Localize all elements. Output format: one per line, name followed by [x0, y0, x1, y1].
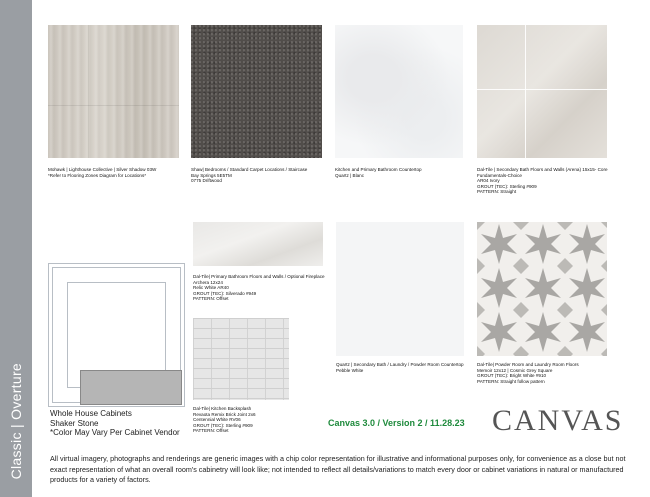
- cabinet-caption: [50, 409, 180, 438]
- countertop-swatch: [335, 25, 463, 158]
- secondary-bath-floor-swatch: [477, 25, 607, 158]
- sidebar-title: Classic | Overture: [8, 362, 24, 479]
- flooring-caption: Mohawk | Lighthouse Collective | Silver Shadow 03W *Refer to Flooring Zones Diagram for Locations*: [48, 167, 157, 178]
- disclaimer: All virtual imagery, photographs and renderings are generic images with a chip color representation for illustrative and informational purposes only, for convenience as a close but not exact representation of what an overall room's cabinetry will look like; not intended to reflect all details/variations to match every door or cabinet variations in natural or manufactured products for a variety of factors.: [50, 454, 626, 484]
- version-label: Canvas 3.0 / Version 2 / 11.28.23: [328, 418, 465, 428]
- powder-floor-caption: Dal-Tile| Powder Room and Laundry Room Floors Memoir 12x12 | Cosmic Grey Square GROUT (TEC): Bright White #910 PATTERN: Straight follow pattern: [477, 362, 579, 384]
- flooring-swatch: [48, 25, 179, 158]
- secondary-bath-floor-caption: Dal-Tile | Secondary Bath Floors and Walls (Arena) 15x15- Core Fundamentals-Choice AR04 Ivory GROUT (TEC): Sterling #909 PATTERN: Straight: [477, 167, 608, 195]
- cabinet-line-1: Whole House Cabinets: [50, 409, 132, 418]
- sidebar: [0, 0, 32, 497]
- carpet-swatch: [191, 25, 322, 158]
- cabinet-line-2: Shaker Stone: [50, 418, 99, 428]
- star-tile-pattern: [477, 222, 607, 356]
- countertop-caption: Kitchen and Primary Bathroom Countertop Quartz | Blanc: [335, 167, 422, 178]
- primary-bath-floor-caption: Dal-Tile| Primary Bathroom Floors and Walls / Optional Fireplace Archera 12x24 Relic White AR40 GROUT (TEC): Silverado #949 PATTERN: Offset: [193, 274, 325, 302]
- powder-floor-swatch: [477, 222, 607, 356]
- carpet-caption: Shaw| Bedrooms / Standard Carpet Locations / Staircase Bay Springs 5E5TM 0775 Driftwood: [191, 167, 308, 184]
- secondary-countertop-swatch: [336, 222, 464, 356]
- cabinet-line-3: *Color May Vary Per Cabinet Vendor: [50, 428, 180, 437]
- backsplash-caption: Dal-Tile| Kitchen Backsplash Revaota Remix Brick Joint 2x6 Centennial White RV06 GROUT (TEC): Sterling #909 PATTERN: Offset: [193, 406, 256, 434]
- canvas-logo: CANVAS: [492, 404, 624, 437]
- cabinet-color-chip: [80, 370, 182, 405]
- primary-bath-floor-swatch: [193, 222, 323, 266]
- backsplash-swatch: [193, 318, 289, 400]
- secondary-countertop-caption: Quartz | Secondary Bath / Laundry / Powder Room Countertop Pebble White: [336, 362, 464, 373]
